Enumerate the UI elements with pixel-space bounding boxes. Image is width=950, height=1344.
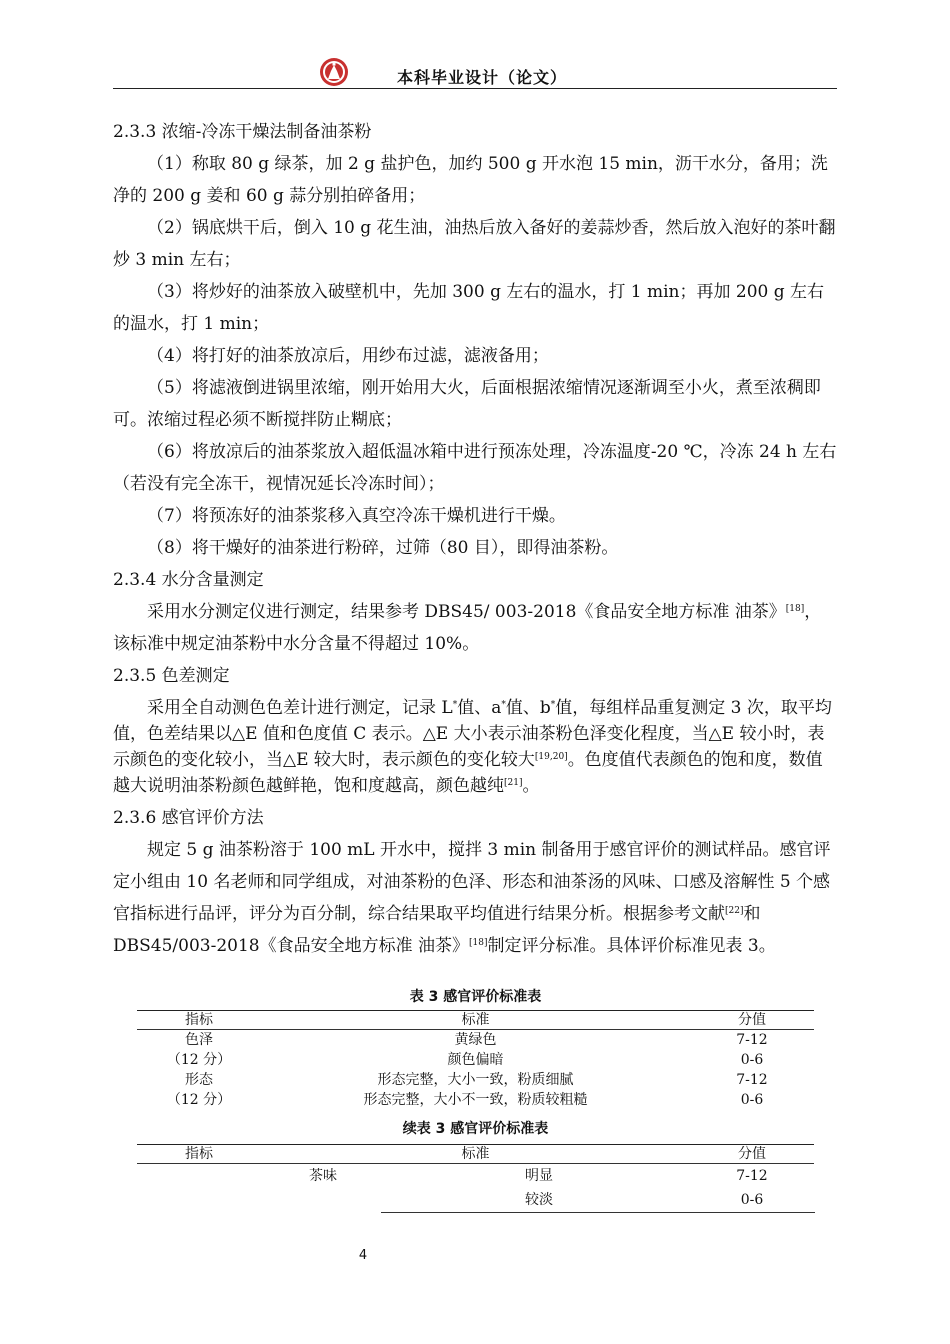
header-title: 本科毕业设计（论文） (397, 68, 568, 87)
text: 。色度值代表颜色的饱和度，数值越大说明油茶粉颜色越鲜艳，饱和度越高，颜色越纯 (113, 750, 823, 796)
superscript: * (452, 700, 458, 710)
table-cell: 明显 (525, 1168, 553, 1184)
column-header: 标准 (261, 1145, 690, 1164)
step-1: （1）称取 80 g 绿茶，加 2 g 盐护色，加约 500 g 开水泡 15 min，沥干水分，备用；洗净的 200 g 姜和 60 g 蒜分别拍碎备用； (113, 154, 828, 206)
page-number-text: 4 (358, 1248, 368, 1263)
color-paragraph (113, 695, 837, 799)
university-seal-icon (319, 57, 349, 87)
text: 采用水分测定仪进行测定，结果参考 DBS45/ 003-2018《食品安全地方标准 油茶》 (147, 602, 786, 622)
table-row (137, 1164, 814, 1189)
table-row (137, 1188, 814, 1212)
column-header: 指标 (137, 1145, 261, 1164)
step-8: （8）将干燥好的油茶进行粉碎，过筛（80 目），即得油茶粉。 (147, 538, 619, 558)
sensory-paragraph (113, 834, 837, 962)
text: 值、a (457, 698, 502, 718)
step-3: （3）将炒好的油茶放入破壁机中，先加 300 g 左右的温水，打 1 min；再加 200 g 左右的温水，打 1 min； (113, 282, 825, 334)
table-cell: 颜色偏暗 (447, 1052, 504, 1068)
citation: [19,20] (534, 752, 568, 762)
table-row (137, 1090, 814, 1110)
table-cell: 7-12 (736, 1072, 768, 1088)
table-cell: 0-6 (740, 1092, 764, 1108)
text: 和 DBS45/003-2018《食品安全地方标准 油茶》 (113, 904, 761, 956)
section-heading-2-3-5: 2.3.5 色差测定 (113, 666, 230, 686)
table-row (137, 1050, 814, 1070)
table-cell: 7-12 (736, 1032, 768, 1048)
table-cell: 色泽 (185, 1032, 213, 1048)
step-7: （7）将预冻好的油茶浆移入真空冷冻干燥机进行干燥。 (147, 506, 566, 526)
table-cell: 茶味 (309, 1168, 337, 1184)
page-header (113, 58, 837, 89)
table-cell: 较淡 (525, 1192, 553, 1208)
text: 。 (522, 776, 540, 796)
table-cell: 形态完整，大小一致，粉质细腻 (377, 1072, 574, 1088)
table-cell-group (137, 1164, 690, 1189)
citation: [21] (504, 778, 523, 788)
step-5: （5）将滤液倒进锅里浓缩，刚开始用大火，后面根据浓缩情况逐渐调至小火，煮至浓稠即可。浓缩过程必须不断搅拌防止糊底； (113, 378, 821, 430)
text: 制定评分标准。具体评价标准见表 3。 (487, 936, 776, 956)
text: 值、b (505, 698, 551, 718)
citation: [18] (469, 938, 488, 948)
superscript: * (501, 700, 506, 710)
table-header-row (137, 1011, 814, 1030)
table-row (137, 1030, 814, 1051)
section-heading-2-3-3: 2.3.3 浓缩-冷冻干燥法制备油茶粉 (113, 122, 372, 142)
table-3-caption: 表 3 感官评价标准表 (409, 989, 542, 1005)
table-bottom-rule (381, 1212, 815, 1213)
table-cell: 0-6 (740, 1052, 764, 1068)
step-6: （6）将放凉后的油茶浆放入超低温冰箱中进行预冻处理，冷冻温度-20 ℃，冷冻 24 h 左右（若没有完全冻干，视情况延长冷冻时间）； (113, 442, 837, 494)
table-cell: 形态 (185, 1072, 213, 1088)
page-number (0, 1248, 950, 1263)
table-cell-group (137, 1188, 690, 1212)
column-header: 指标 (137, 1011, 261, 1030)
section-heading-2-3-6: 2.3.6 感官评价方法 (113, 808, 264, 828)
table-3-continued-caption: 续表 3 感官评价标准表 (402, 1121, 549, 1137)
column-header: 标准 (261, 1011, 690, 1030)
text: ，该标准中规定油茶粉中水分含量不得超过 10%。 (113, 602, 822, 654)
table-cell: 黄绿色 (454, 1032, 497, 1048)
table-3 (137, 1010, 814, 1110)
table-header-row (137, 1145, 814, 1164)
text: 规定 5 g 油茶粉溶于 100 mL 开水中，搅拌 3 min 制备用于感官评价的测试样品。感官评定小组由 10 名老师和同学组成，对油茶粉的色泽、形态和油茶汤的风味、口感及溶解性 5 个感官指标进行品评，评分为百分制，综合结果取平均值进行结果分析。根据参考文献 (113, 840, 831, 924)
citation: [22] (725, 906, 744, 916)
step-4: （4）将打好的油茶放凉后，用纱布过滤，滤液备用； (147, 346, 549, 366)
table-cell: （12 分） (166, 1052, 232, 1068)
table-row (137, 1070, 814, 1090)
text: 值，每组样品重复测定 3 次，取平均值，色差结果以△E 值和色度值 C 表示。△E 大小表示油茶粉色泽变化程度，当△E 较小时，表示颜色的变化较小，当△E 较大时，表示颜色的变化较大 (113, 698, 832, 770)
table-cell: 0-6 (740, 1192, 764, 1208)
step-2: （2）锅底烘干后，倒入 10 g 花生油，油热后放入备好的姜蒜炒香，然后放入泡好的茶叶翻炒 3 min 左右； (113, 218, 836, 270)
column-header: 分值 (690, 1145, 814, 1164)
table-3-continued (137, 1144, 814, 1212)
table-cell: （12 分） (166, 1092, 232, 1108)
table-cell: 7-12 (736, 1168, 768, 1184)
section-heading-2-3-4: 2.3.4 水分含量测定 (113, 570, 264, 590)
table-cell: 形态完整，大小不一致，粉质较粗糙 (363, 1092, 588, 1108)
superscript: * (550, 700, 556, 710)
moisture-paragraph (113, 596, 837, 660)
document-body (113, 116, 837, 962)
column-header: 分值 (690, 1011, 814, 1030)
citation: [18] (785, 604, 805, 614)
text: 采用全自动测色色差计进行测定，记录 L (147, 698, 453, 718)
